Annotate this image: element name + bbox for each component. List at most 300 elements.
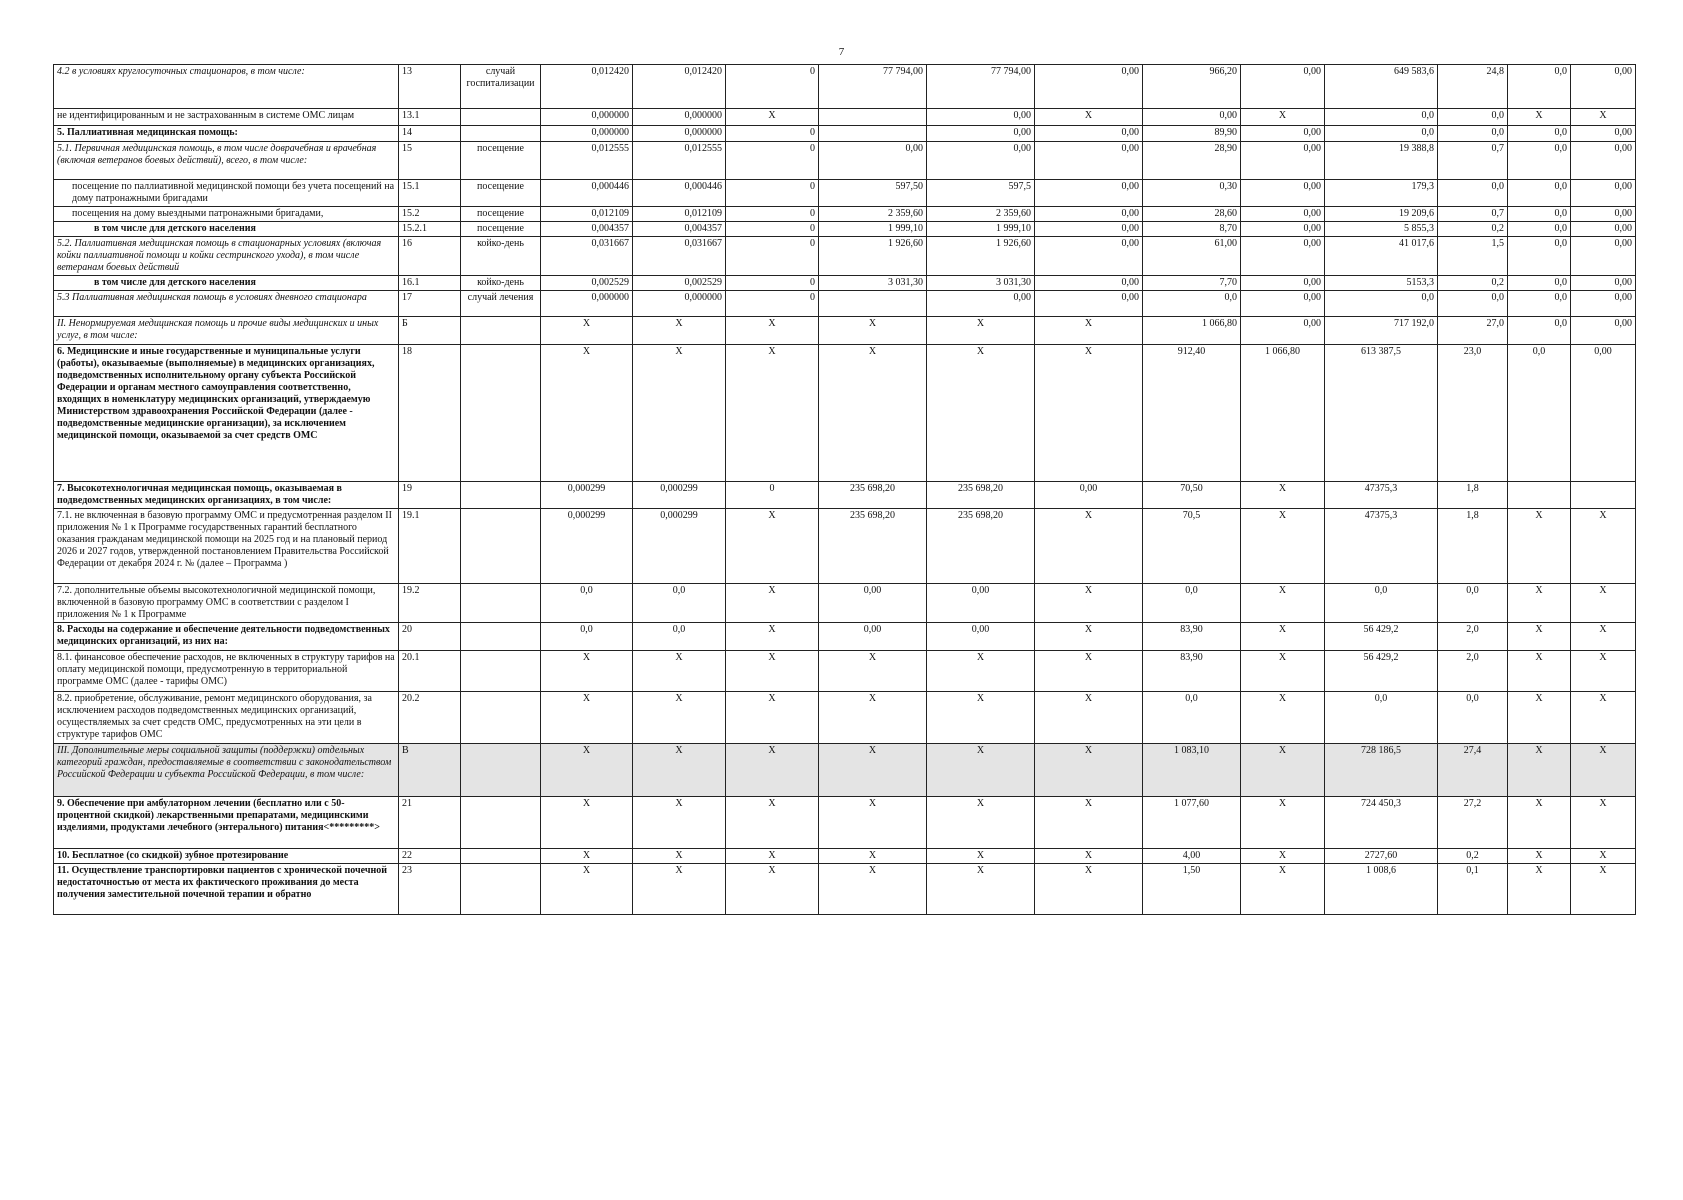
value-cell-5: 2 359,60	[927, 207, 1035, 222]
value-cell-3: X	[726, 849, 819, 864]
table-row	[54, 482, 1636, 509]
value-cell-1: X	[541, 797, 633, 849]
value-cell-8: 0,00	[1241, 237, 1325, 276]
value-cell-12: X	[1571, 584, 1636, 623]
value-cell-12: 0,00	[1571, 345, 1636, 482]
unit-cell: койко-день	[461, 237, 541, 276]
value-cell-9: 19 209,6	[1325, 207, 1438, 222]
value-cell-10: 0,0	[1438, 692, 1508, 744]
value-cell-6: X	[1035, 864, 1143, 915]
value-cell-11: 0,0	[1508, 237, 1571, 276]
row-code-cell: Б	[399, 317, 461, 345]
value-cell-4: 0,00	[819, 623, 927, 651]
value-cell-1: X	[541, 317, 633, 345]
value-cell-5: 0,00	[927, 623, 1035, 651]
value-cell-11: 0,0	[1508, 317, 1571, 345]
value-cell-9: 724 450,3	[1325, 797, 1438, 849]
value-cell-6: X	[1035, 584, 1143, 623]
value-cell-6: 0,00	[1035, 222, 1143, 237]
value-cell-2: 0,000299	[633, 509, 726, 584]
value-cell-8: X	[1241, 864, 1325, 915]
value-cell-9: 41 017,6	[1325, 237, 1438, 276]
unit-cell: посещение	[461, 222, 541, 237]
row-code-cell: 20.2	[399, 692, 461, 744]
value-cell-4: 235 698,20	[819, 482, 927, 509]
value-cell-11: X	[1508, 797, 1571, 849]
unit-cell: посещение	[461, 207, 541, 222]
row-code-cell: 16	[399, 237, 461, 276]
value-cell-2: 0,012109	[633, 207, 726, 222]
value-cell-1: 0,000000	[541, 109, 633, 126]
value-cell-9: 613 387,5	[1325, 345, 1438, 482]
value-cell-4: 1 926,60	[819, 237, 927, 276]
value-cell-10: 0,2	[1438, 849, 1508, 864]
value-cell-4: X	[819, 849, 927, 864]
value-cell-9: 47375,3	[1325, 509, 1438, 584]
value-cell-1: X	[541, 345, 633, 482]
value-cell-12: 0,00	[1571, 207, 1636, 222]
value-cell-12: 0,00	[1571, 126, 1636, 142]
value-cell-2: X	[633, 849, 726, 864]
row-code-cell: В	[399, 744, 461, 797]
value-cell-5: 0,00	[927, 126, 1035, 142]
budget-table	[53, 64, 1636, 915]
value-cell-7: 7,70	[1143, 276, 1241, 291]
value-cell-2: 0,012420	[633, 65, 726, 109]
row-code-cell: 14	[399, 126, 461, 142]
unit-cell	[461, 482, 541, 509]
value-cell-1: 0,000446	[541, 180, 633, 207]
value-cell-10: 23,0	[1438, 345, 1508, 482]
value-cell-12: X	[1571, 692, 1636, 744]
value-cell-4: X	[819, 692, 927, 744]
value-cell-12: 0,00	[1571, 317, 1636, 345]
value-cell-3: 0	[726, 222, 819, 237]
row-code-cell: 13.1	[399, 109, 461, 126]
value-cell-9: 5153,3	[1325, 276, 1438, 291]
value-cell-10: 0,2	[1438, 222, 1508, 237]
table-row	[54, 744, 1636, 797]
value-cell-6: X	[1035, 797, 1143, 849]
value-cell-7: 4,00	[1143, 849, 1241, 864]
value-cell-2: 0,031667	[633, 237, 726, 276]
value-cell-7: 0,0	[1143, 291, 1241, 317]
table-row	[54, 222, 1636, 237]
page-number: 7	[838, 46, 845, 58]
row-name-cell: 8.2. приобретение, обслуживание, ремонт медицинского оборудования, за исключением расходов подведомственных медицинских организаций, осуществляемых за счет средств ОМС, предусмотренных на эти цели в структуре тарифов ОМС	[54, 692, 399, 744]
row-name-cell: II. Ненормируемая медицинская помощь и прочие виды медицинских и иных услуг, в том числе:	[54, 317, 399, 345]
value-cell-8: 0,00	[1241, 207, 1325, 222]
table-row	[54, 692, 1636, 744]
value-cell-6: 0,00	[1035, 65, 1143, 109]
unit-cell	[461, 692, 541, 744]
value-cell-12	[1571, 482, 1636, 509]
value-cell-5: 1 926,60	[927, 237, 1035, 276]
value-cell-6: 0,00	[1035, 126, 1143, 142]
value-cell-2: X	[633, 797, 726, 849]
value-cell-9: 56 429,2	[1325, 623, 1438, 651]
table-row	[54, 509, 1636, 584]
value-cell-8: X	[1241, 623, 1325, 651]
value-cell-11: 0,0	[1508, 345, 1571, 482]
value-cell-9: 717 192,0	[1325, 317, 1438, 345]
value-cell-10: 2,0	[1438, 651, 1508, 692]
row-code-cell: 18	[399, 345, 461, 482]
value-cell-5: 597,5	[927, 180, 1035, 207]
value-cell-11: 0,0	[1508, 126, 1571, 142]
value-cell-2: X	[633, 744, 726, 797]
unit-cell	[461, 584, 541, 623]
value-cell-1: X	[541, 744, 633, 797]
value-cell-10: 0,1	[1438, 864, 1508, 915]
unit-cell: посещение	[461, 180, 541, 207]
row-code-cell: 13	[399, 65, 461, 109]
value-cell-5: X	[927, 849, 1035, 864]
value-cell-4: 597,50	[819, 180, 927, 207]
value-cell-7: 0,0	[1143, 584, 1241, 623]
value-cell-9: 19 388,8	[1325, 142, 1438, 180]
table-row	[54, 864, 1636, 915]
value-cell-3: X	[726, 345, 819, 482]
value-cell-12: 0,00	[1571, 276, 1636, 291]
value-cell-3: 0	[726, 180, 819, 207]
value-cell-12: X	[1571, 651, 1636, 692]
value-cell-9: 47375,3	[1325, 482, 1438, 509]
value-cell-11: 0,0	[1508, 142, 1571, 180]
value-cell-1: X	[541, 849, 633, 864]
unit-cell	[461, 849, 541, 864]
unit-cell	[461, 317, 541, 345]
value-cell-7: 8,70	[1143, 222, 1241, 237]
row-name-cell: 9. Обеспечение при амбулаторном лечении (бесплатно или с 50-процентной скидкой) лекарственными препаратами, медицинскими изделиями, продуктами лечебного (энтерального) питания<*********>	[54, 797, 399, 849]
value-cell-11: 0,0	[1508, 180, 1571, 207]
value-cell-1: 0,000000	[541, 291, 633, 317]
table-row	[54, 291, 1636, 317]
value-cell-12: X	[1571, 849, 1636, 864]
value-cell-8: X	[1241, 744, 1325, 797]
value-cell-9: 2727,60	[1325, 849, 1438, 864]
row-name-cell: 8.1. финансовое обеспечение расходов, не включенных в структуру тарифов на оплату медицинской помощи, предусмотренную в территориальной программе ОМС (далее - тарифы ОМС)	[54, 651, 399, 692]
table-row	[54, 142, 1636, 180]
value-cell-5: 235 698,20	[927, 509, 1035, 584]
value-cell-4: X	[819, 651, 927, 692]
value-cell-10: 0,0	[1438, 291, 1508, 317]
row-name-cell: в том числе для детского населения	[54, 276, 399, 291]
value-cell-4: 235 698,20	[819, 509, 927, 584]
value-cell-2: 0,000299	[633, 482, 726, 509]
value-cell-1: 0,012420	[541, 65, 633, 109]
value-cell-6: 0,00	[1035, 276, 1143, 291]
table-row	[54, 345, 1636, 482]
value-cell-10: 0,7	[1438, 142, 1508, 180]
row-code-cell: 17	[399, 291, 461, 317]
value-cell-1: 0,012109	[541, 207, 633, 222]
value-cell-8: 0,00	[1241, 65, 1325, 109]
value-cell-3: X	[726, 509, 819, 584]
value-cell-7: 83,90	[1143, 651, 1241, 692]
value-cell-11: X	[1508, 849, 1571, 864]
value-cell-11: 0,0	[1508, 207, 1571, 222]
row-name-cell: посещения на дому выездными патронажными бригадами,	[54, 207, 399, 222]
value-cell-3: X	[726, 109, 819, 126]
value-cell-2: 0,002529	[633, 276, 726, 291]
unit-cell: койко-день	[461, 276, 541, 291]
value-cell-8: 0,00	[1241, 276, 1325, 291]
unit-cell: случай лечения	[461, 291, 541, 317]
row-name-cell: 7.1. не включенная в базовую программу ОМС и предусмотренная разделом II приложения № 1 к Программе государственных гарантий бесплатного оказания гражданам медицинской помощи на 2025 год и на плановый период 2026 и 2027 годов, утвержденной постановлением Правительства Российской Федерации от декабря 2024 г. № (далее – Программа )	[54, 509, 399, 584]
value-cell-5: 3 031,30	[927, 276, 1035, 291]
value-cell-12: X	[1571, 623, 1636, 651]
row-name-cell: 6. Медицинские и иные государственные и муниципальные услуги (работы), оказываемые (выполняемые) в медицинских организациях, подведомственных исполнительному органу субъекта Российской Федерации и органам местного самоуправления соответственно, входящих в номенклатуру медицинских организаций, утверждаемую Министерством здравоохранения Российской Федерации (далее - подведомственные медицинские организации), за исключением медицинской помощи, оказываемой за счет средств ОМС	[54, 345, 399, 482]
row-code-cell: 19	[399, 482, 461, 509]
value-cell-5: X	[927, 744, 1035, 797]
value-cell-10: 27,0	[1438, 317, 1508, 345]
value-cell-1: 0,031667	[541, 237, 633, 276]
value-cell-11: X	[1508, 109, 1571, 126]
value-cell-2: X	[633, 317, 726, 345]
value-cell-4: 0,00	[819, 584, 927, 623]
value-cell-4: X	[819, 744, 927, 797]
value-cell-3: 0	[726, 126, 819, 142]
value-cell-10: 0,7	[1438, 207, 1508, 222]
value-cell-2: 0,000000	[633, 291, 726, 317]
value-cell-1: 0,0	[541, 584, 633, 623]
table-row	[54, 584, 1636, 623]
value-cell-1: 0,0	[541, 623, 633, 651]
value-cell-9: 728 186,5	[1325, 744, 1438, 797]
value-cell-4	[819, 109, 927, 126]
value-cell-8: X	[1241, 109, 1325, 126]
unit-cell: случай госпитализации	[461, 65, 541, 109]
table-row	[54, 797, 1636, 849]
value-cell-10: 1,5	[1438, 237, 1508, 276]
value-cell-3: X	[726, 584, 819, 623]
row-code-cell: 15.1	[399, 180, 461, 207]
value-cell-6: X	[1035, 509, 1143, 584]
value-cell-11	[1508, 482, 1571, 509]
table-row	[54, 237, 1636, 276]
value-cell-2: 0,0	[633, 623, 726, 651]
value-cell-2: 0,012555	[633, 142, 726, 180]
value-cell-9: 56 429,2	[1325, 651, 1438, 692]
value-cell-11: X	[1508, 864, 1571, 915]
unit-cell: посещение	[461, 142, 541, 180]
value-cell-4: 3 031,30	[819, 276, 927, 291]
table-row	[54, 65, 1636, 109]
value-cell-6: 0,00	[1035, 180, 1143, 207]
table-row	[54, 276, 1636, 291]
value-cell-6: X	[1035, 692, 1143, 744]
value-cell-8: X	[1241, 482, 1325, 509]
row-name-cell: не идентифицированным и не застрахованным в системе ОМС лицам	[54, 109, 399, 126]
value-cell-6: 0,00	[1035, 207, 1143, 222]
value-cell-5: X	[927, 345, 1035, 482]
value-cell-4: X	[819, 797, 927, 849]
value-cell-10: 2,0	[1438, 623, 1508, 651]
table-row	[54, 849, 1636, 864]
value-cell-6: X	[1035, 849, 1143, 864]
unit-cell	[461, 126, 541, 142]
value-cell-7: 70,50	[1143, 482, 1241, 509]
value-cell-7: 61,00	[1143, 237, 1241, 276]
value-cell-10: 0,0	[1438, 584, 1508, 623]
value-cell-6: X	[1035, 623, 1143, 651]
unit-cell	[461, 623, 541, 651]
value-cell-9: 0,0	[1325, 584, 1438, 623]
row-name-cell: в том числе для детского населения	[54, 222, 399, 237]
value-cell-11: 0,0	[1508, 222, 1571, 237]
value-cell-7: 966,20	[1143, 65, 1241, 109]
value-cell-7: 70,5	[1143, 509, 1241, 584]
value-cell-12: 0,00	[1571, 237, 1636, 276]
value-cell-5: 0,00	[927, 291, 1035, 317]
value-cell-9: 0,0	[1325, 126, 1438, 142]
value-cell-9: 5 855,3	[1325, 222, 1438, 237]
value-cell-8: 0,00	[1241, 142, 1325, 180]
value-cell-7: 89,90	[1143, 126, 1241, 142]
value-cell-11: X	[1508, 509, 1571, 584]
value-cell-1: 0,012555	[541, 142, 633, 180]
value-cell-11: X	[1508, 623, 1571, 651]
value-cell-1: 0,002529	[541, 276, 633, 291]
row-code-cell: 15	[399, 142, 461, 180]
row-name-cell: 5.3 Паллиативная медицинская помощь в условиях дневного стационара	[54, 291, 399, 317]
value-cell-11: 0,0	[1508, 276, 1571, 291]
value-cell-10: 27,2	[1438, 797, 1508, 849]
value-cell-11: 0,0	[1508, 291, 1571, 317]
value-cell-2: 0,000000	[633, 109, 726, 126]
row-name-cell: III. Дополнительные меры социальной защиты (поддержки) отдельных категорий граждан, предоставляемые в соответствии с законодательством Российской Федерации и субъекта Российской Федерации, в том числе:	[54, 744, 399, 797]
value-cell-9: 179,3	[1325, 180, 1438, 207]
value-cell-3: 0	[726, 207, 819, 222]
value-cell-7: 0,0	[1143, 692, 1241, 744]
value-cell-12: 0,00	[1571, 65, 1636, 109]
value-cell-2: X	[633, 864, 726, 915]
unit-cell	[461, 651, 541, 692]
row-name-cell: 5.1. Первичная медицинская помощь, в том числе доврачебная и врачебная (включая ветеранов боевых действий), всего, в том числе:	[54, 142, 399, 180]
value-cell-10: 0,2	[1438, 276, 1508, 291]
value-cell-5: X	[927, 317, 1035, 345]
value-cell-5: X	[927, 651, 1035, 692]
table-row	[54, 207, 1636, 222]
value-cell-12: 0,00	[1571, 291, 1636, 317]
row-code-cell: 21	[399, 797, 461, 849]
value-cell-7: 28,60	[1143, 207, 1241, 222]
value-cell-8: 0,00	[1241, 180, 1325, 207]
value-cell-5: X	[927, 797, 1035, 849]
value-cell-4: 0,00	[819, 142, 927, 180]
table-row	[54, 651, 1636, 692]
value-cell-6: 0,00	[1035, 237, 1143, 276]
unit-cell	[461, 864, 541, 915]
value-cell-7: 1 066,80	[1143, 317, 1241, 345]
row-code-cell: 16.1	[399, 276, 461, 291]
value-cell-3: 0	[726, 237, 819, 276]
value-cell-3: X	[726, 797, 819, 849]
value-cell-10: 0,0	[1438, 180, 1508, 207]
value-cell-9: 0,0	[1325, 291, 1438, 317]
value-cell-1: X	[541, 864, 633, 915]
value-cell-9: 649 583,6	[1325, 65, 1438, 109]
value-cell-5: 0,00	[927, 109, 1035, 126]
value-cell-3: X	[726, 651, 819, 692]
value-cell-8: X	[1241, 651, 1325, 692]
row-code-cell: 20.1	[399, 651, 461, 692]
row-name-cell: 10. Бесплатное (со скидкой) зубное протезирование	[54, 849, 399, 864]
value-cell-10: 24,8	[1438, 65, 1508, 109]
value-cell-8: 0,00	[1241, 291, 1325, 317]
value-cell-4: 2 359,60	[819, 207, 927, 222]
value-cell-10: 27,4	[1438, 744, 1508, 797]
value-cell-7: 28,90	[1143, 142, 1241, 180]
value-cell-1: 0,000299	[541, 509, 633, 584]
value-cell-3: X	[726, 692, 819, 744]
value-cell-3: X	[726, 317, 819, 345]
row-name-cell: 5. Паллиативная медицинская помощь:	[54, 126, 399, 142]
value-cell-2: X	[633, 651, 726, 692]
value-cell-9: 1 008,6	[1325, 864, 1438, 915]
row-code-cell: 22	[399, 849, 461, 864]
unit-cell	[461, 797, 541, 849]
value-cell-7: 1 077,60	[1143, 797, 1241, 849]
value-cell-10: 1,8	[1438, 482, 1508, 509]
value-cell-8: 1 066,80	[1241, 345, 1325, 482]
row-name-cell: 11. Осуществление транспортировки пациентов с хронической почечной недостаточностью от места их фактического проживания до места получения заместительной почечной терапии и обратно	[54, 864, 399, 915]
value-cell-3: 0	[726, 276, 819, 291]
value-cell-5: X	[927, 692, 1035, 744]
value-cell-12: X	[1571, 509, 1636, 584]
value-cell-7: 0,00	[1143, 109, 1241, 126]
value-cell-3: X	[726, 864, 819, 915]
value-cell-12: X	[1571, 109, 1636, 126]
value-cell-5: 1 999,10	[927, 222, 1035, 237]
row-code-cell: 15.2.1	[399, 222, 461, 237]
row-code-cell: 23	[399, 864, 461, 915]
value-cell-1: 0,004357	[541, 222, 633, 237]
row-code-cell: 20	[399, 623, 461, 651]
value-cell-10: 0,0	[1438, 126, 1508, 142]
value-cell-1: 0,000299	[541, 482, 633, 509]
value-cell-8: X	[1241, 797, 1325, 849]
value-cell-7: 912,40	[1143, 345, 1241, 482]
value-cell-2: 0,000446	[633, 180, 726, 207]
value-cell-5: 0,00	[927, 584, 1035, 623]
row-name-cell: 7.2. дополнительные объемы высокотехнологичной медицинской помощи, включенной в базовую программу ОМС в соответствии с разделом I приложения № 1 к Программе	[54, 584, 399, 623]
value-cell-4: X	[819, 317, 927, 345]
value-cell-3: 0	[726, 65, 819, 109]
value-cell-12: 0,00	[1571, 180, 1636, 207]
value-cell-8: X	[1241, 692, 1325, 744]
value-cell-5: 0,00	[927, 142, 1035, 180]
value-cell-6: X	[1035, 109, 1143, 126]
unit-cell	[461, 744, 541, 797]
row-code-cell: 15.2	[399, 207, 461, 222]
value-cell-10: 0,0	[1438, 109, 1508, 126]
row-name-cell: 7. Высокотехнологичная медицинская помощь, оказываемая в подведомственных медицинских организациях, в том числе:	[54, 482, 399, 509]
table-row	[54, 109, 1636, 126]
row-name-cell: 8. Расходы на содержание и обеспечение деятельности подведомственных медицинских организаций, из них на:	[54, 623, 399, 651]
value-cell-1: X	[541, 651, 633, 692]
value-cell-5: 235 698,20	[927, 482, 1035, 509]
value-cell-12: 0,00	[1571, 142, 1636, 180]
row-code-cell: 19.2	[399, 584, 461, 623]
value-cell-8: X	[1241, 849, 1325, 864]
value-cell-6: X	[1035, 317, 1143, 345]
value-cell-3: 0	[726, 482, 819, 509]
value-cell-9: 0,0	[1325, 692, 1438, 744]
value-cell-8: X	[1241, 584, 1325, 623]
value-cell-2: 0,0	[633, 584, 726, 623]
